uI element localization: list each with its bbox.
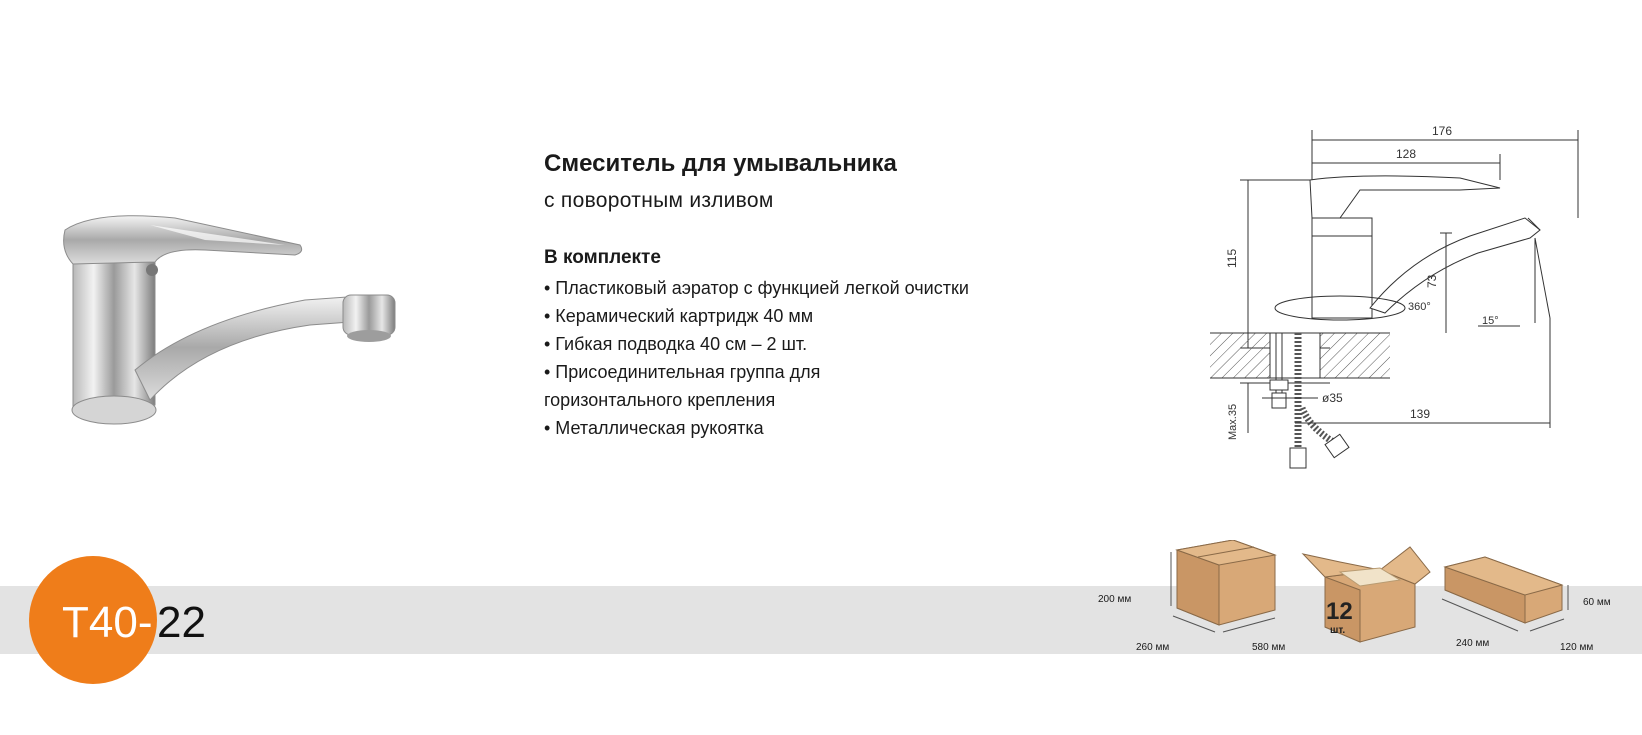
quantity-unit: шт. — [1330, 625, 1346, 636]
product-box-icon — [1440, 555, 1570, 645]
dim-139: 139 — [1410, 407, 1431, 421]
dim-360: 360° — [1408, 301, 1431, 313]
faucet-image — [55, 200, 425, 450]
dim-176: 176 — [1432, 124, 1453, 138]
box-width-label: 580 мм — [1252, 642, 1286, 653]
dim-73: 73 — [1425, 274, 1439, 288]
kit-item: • Металлическая рукоятка — [544, 418, 764, 438]
dim-128: 128 — [1396, 147, 1417, 161]
pack-height-label: 60 мм — [1583, 597, 1611, 608]
kit-item: • Гибкая подводка 40 см – 2 шт. — [544, 334, 808, 354]
dim-115: 115 — [1225, 248, 1239, 268]
kit-item: горизонтального крепления — [544, 390, 776, 410]
open-box-icon — [1295, 542, 1435, 647]
box-depth-label: 260 мм — [1136, 642, 1170, 653]
dim-diameter-35: ø35 — [1322, 391, 1343, 405]
kit-list — [544, 274, 1064, 442]
model-code-prefix: T40- — [62, 598, 153, 647]
kit-item: • Присоединительная группа для — [544, 362, 821, 382]
kit-heading: В комплекте — [544, 247, 661, 268]
model-code-suffix: 22 — [157, 598, 206, 647]
shipping-box-icon — [1115, 540, 1285, 650]
product-subtitle: с поворотным изливом — [544, 189, 774, 212]
quantity-number: 12 — [1326, 598, 1353, 625]
technical-drawing — [1210, 118, 1590, 508]
box-height-label: 200 мм — [1098, 594, 1132, 605]
dim-15: 15° — [1482, 315, 1499, 327]
kit-item: • Керамический картридж 40 мм — [544, 306, 814, 326]
pack-width-label: 120 мм — [1560, 642, 1594, 653]
dim-max35: Max.35 — [1227, 403, 1239, 440]
product-title: Смеситель для умывальника — [544, 150, 897, 177]
kit-item: • Пластиковый аэратор с функцией легкой очистки — [544, 278, 969, 298]
pack-depth-label: 240 мм — [1456, 638, 1490, 649]
